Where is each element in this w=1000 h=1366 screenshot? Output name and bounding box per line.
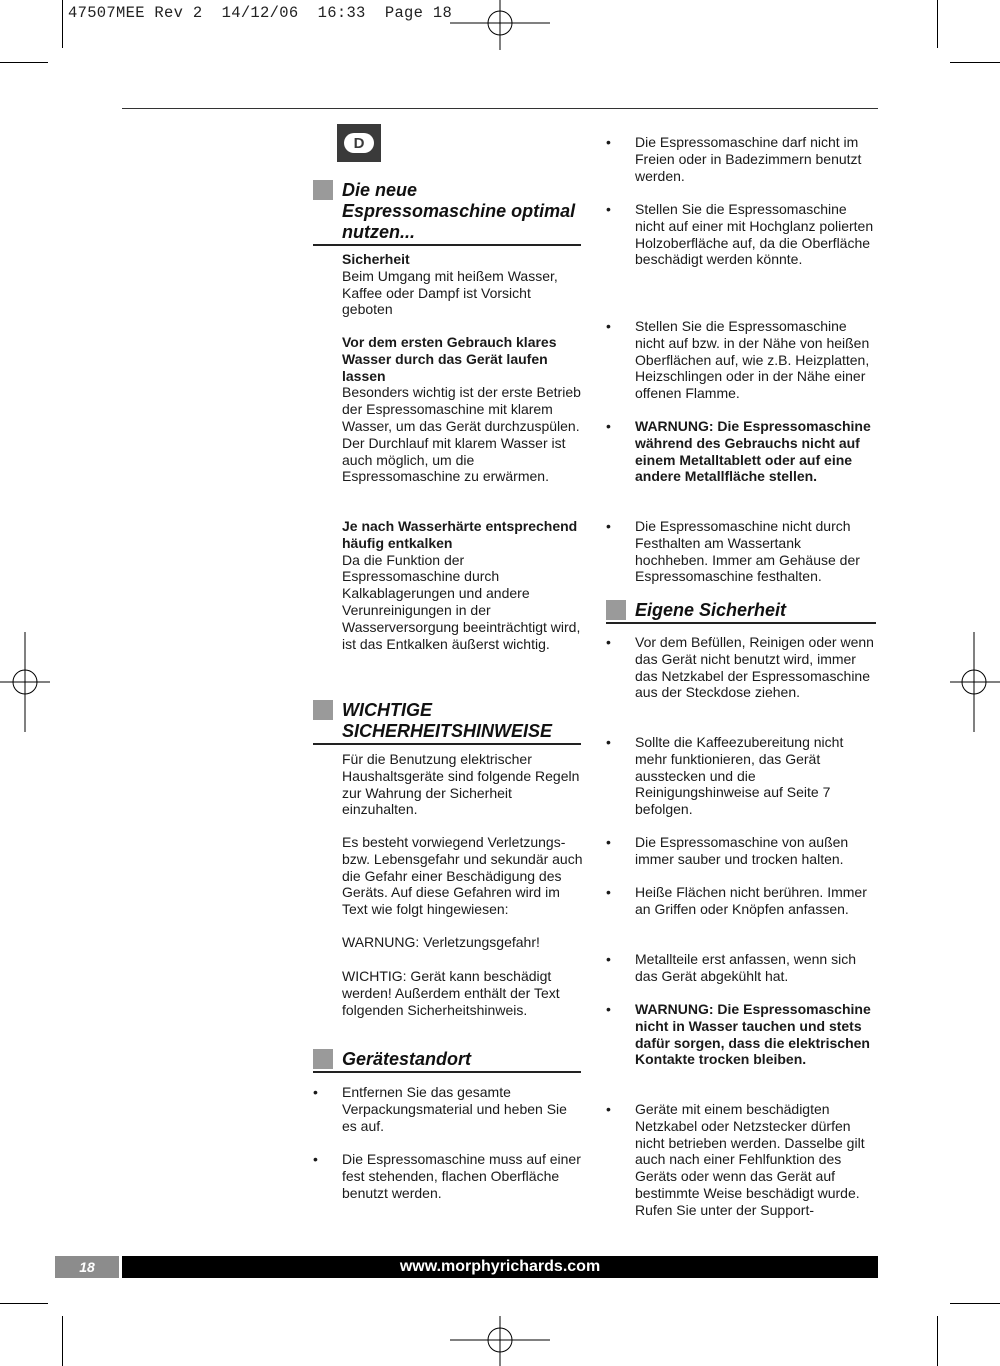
- heading-marker: [313, 1049, 333, 1069]
- crop-mark: [937, 1316, 938, 1366]
- heading-marker: [313, 180, 333, 200]
- bullet-dot: •: [606, 518, 611, 534]
- heading-rule: [313, 743, 581, 745]
- heading-rule: [606, 622, 876, 624]
- bullet-dot: •: [606, 201, 611, 217]
- registration-mark-right: [950, 632, 1000, 732]
- bullet-text: WARNUNG: Die Espressomaschine während des Gebrauchs nicht auf einem Metalltablett oder auf eine andere Metallfläche stellen.: [635, 418, 871, 485]
- bullet-item: [313, 1084, 581, 1134]
- crop-mark: [0, 62, 48, 63]
- bullet-text: Die Espressomaschine darf nicht im Freien oder in Badezimmern benutzt werden.: [635, 134, 862, 184]
- section-title: Die neue Espressomaschine optimal nutzen...: [342, 180, 576, 242]
- heading-rule: [313, 1071, 581, 1073]
- bullet-item: [606, 318, 876, 402]
- text-block: [342, 251, 583, 318]
- crop-mark: [62, 1316, 63, 1366]
- bullet-dot: •: [606, 318, 611, 334]
- section-title: Eigene Sicherheit: [635, 600, 787, 620]
- bullet-text: Sollte die Kaffeezubereitung nicht mehr funktionieren, das Gerät ausstecken und die Reinigungshinweise auf Seite 7 befolgen.: [635, 734, 844, 818]
- bullet-dot: •: [606, 134, 611, 150]
- bullet-dot: •: [606, 734, 611, 750]
- crop-mark: [950, 62, 1000, 63]
- bullet-dot: •: [606, 418, 611, 434]
- bullet-item: [606, 518, 876, 585]
- bullet-dot: •: [606, 951, 611, 967]
- paragraph: Beim Umgang mit heißem Wasser, Kaffee oder Dampf ist Vorsicht geboten: [342, 267, 558, 318]
- crop-mark: [950, 1303, 1000, 1304]
- paragraph: Für die Benutzung elektrischer Haushaltsgeräte sind folgende Regeln zur Wahrung der Sicherheit einzuhalten.: [342, 751, 580, 818]
- section-title: WICHTIGE SICHERHEITSHINWEISE: [342, 700, 553, 741]
- language-badge: [337, 124, 381, 162]
- bullet-item: [606, 634, 876, 701]
- section-heading: [313, 700, 581, 745]
- paragraph-heading: Je nach Wasserhärte entsprechend häufig entkalken: [342, 518, 578, 551]
- bullet-text: Geräte mit einem beschädigten Netzkabel oder Netzstecker dürfen nicht betrieben werden. Dasselbe gilt auch nach einer Fehlfunktion des Geräts oder wenn das Gerät auf bestimmte Weise beschädigt wurde. Rufen Sie unter der Support-: [635, 1101, 865, 1218]
- bullet-item: [606, 951, 876, 985]
- bullet-dot: •: [606, 634, 611, 650]
- crop-mark: [62, 0, 63, 48]
- bullet-item-warning: [606, 1001, 876, 1068]
- bullet-item: [313, 1151, 581, 1201]
- page-number: 18: [55, 1256, 119, 1278]
- footer-website[interactable]: www.morphyrichards.com: [122, 1256, 878, 1278]
- section-heading: [606, 600, 876, 624]
- bullet-text: Vor dem Befüllen, Reinigen oder wenn das Gerät nicht benutzt wird, immer das Netzkabel der Espressomaschine aus der Steckdose ziehen.: [635, 634, 874, 701]
- crop-mark: [0, 1303, 48, 1304]
- crop-mark: [937, 0, 938, 48]
- section-heading: [313, 1049, 581, 1073]
- section-heading: [313, 180, 581, 246]
- top-rule: [122, 108, 878, 109]
- bullet-item: [606, 201, 876, 268]
- text-block: [342, 518, 583, 652]
- heading-marker: [606, 600, 626, 620]
- bullet-dot: •: [313, 1151, 318, 1167]
- heading-marker: [313, 700, 333, 720]
- bullet-item-warning: [606, 418, 876, 485]
- section-title: Gerätestandort: [342, 1049, 472, 1069]
- registration-mark-top: [450, 0, 550, 50]
- bullet-item: [606, 1101, 876, 1219]
- bullet-dot: •: [606, 1101, 611, 1117]
- bullet-text: Die Espressomaschine nicht durch Festhalten am Wassertank hochheben. Immer am Gehäuse der Espressomaschine festhalten.: [635, 518, 860, 585]
- print-slug: 47507MEE Rev 2 14/12/06 16:33 Page 18: [68, 4, 453, 22]
- paragraph-heading: Vor dem ersten Gebrauch klares Wasser durch das Gerät laufen lassen: [342, 334, 557, 384]
- bullet-text: Die Espressomaschine muss auf einer fest stehenden, flachen Oberfläche benutzt werden.: [342, 1151, 581, 1201]
- language-code: D: [344, 133, 374, 153]
- paragraph-heading: Sicherheit: [342, 251, 410, 267]
- warning-text: WARNUNG: Verletzungsgefahr!: [342, 934, 540, 950]
- bullet-text: Entfernen Sie das gesamte Verpackungsmaterial und heben Sie es auf.: [342, 1084, 567, 1134]
- bullet-text: Die Espressomaschine von außen immer sauber und trocken halten.: [635, 834, 849, 867]
- bullet-text: Metallteile erst anfassen, wenn sich das Gerät abgekühlt hat.: [635, 951, 856, 984]
- bullet-item: [606, 134, 876, 184]
- bullet-dot: •: [606, 1001, 611, 1017]
- text-block: [342, 334, 583, 485]
- bullet-item: [606, 884, 876, 918]
- bullet-dot: •: [313, 1084, 318, 1100]
- paragraph: Es besteht vorwiegend Verletzungs- bzw. Lebensgefahr und sekundär auch die Gefahr einer Beschädigung des Geräts. Auf diese Gefahren wird im Text wie folgt hingewiesen:: [342, 834, 583, 918]
- registration-mark-bottom: [450, 1316, 550, 1366]
- bullet-text: Heiße Flächen nicht berühren. Immer an Griffen oder Knöpfen anfassen.: [635, 884, 867, 917]
- bullet-text: Stellen Sie die Espressomaschine nicht auf bzw. in der Nähe von heißen Oberflächen auf, wie z.B. Heizplatten, Heizschlingen oder in der Nähe einer offenen Flamme.: [635, 318, 870, 402]
- bullet-text: WARNUNG: Die Espressomaschine nicht in Wasser tauchen und stets dafür sorgen, dass die elektrischen Kontakte trocken bleiben.: [635, 1001, 871, 1068]
- registration-mark-left: [0, 632, 50, 732]
- paragraph: WICHTIG: Gerät kann beschädigt werden! Außerdem enthält der Text folgenden Sicherheitshinweis.: [342, 968, 560, 1018]
- bullet-item: [606, 834, 876, 868]
- paragraph: Besonders wichtig ist der erste Betrieb der Espressomaschine mit klarem Wasser, um das Gerät durchzuspülen. Der Durchlauf mit klarem Wasser ist auch möglich, um die Espressomaschine zu erwärmen.: [342, 384, 581, 485]
- bullet-text: Stellen Sie die Espressomaschine nicht auf einer mit Hochglanz polierten Holzoberfläche auf, da die Oberfläche beschädigt werden könnte.: [635, 201, 874, 268]
- heading-rule: [313, 244, 581, 246]
- bullet-dot: •: [606, 834, 611, 850]
- bullet-item: [606, 734, 876, 818]
- paragraph: Da die Funktion der Espressomaschine durch Kalkablagerungen und andere Verunreinigungen in der Wasserversorgung beeinträchtigt wird, ist das Entkalken äußerst wichtig.: [342, 551, 581, 652]
- bullet-dot: •: [606, 884, 611, 900]
